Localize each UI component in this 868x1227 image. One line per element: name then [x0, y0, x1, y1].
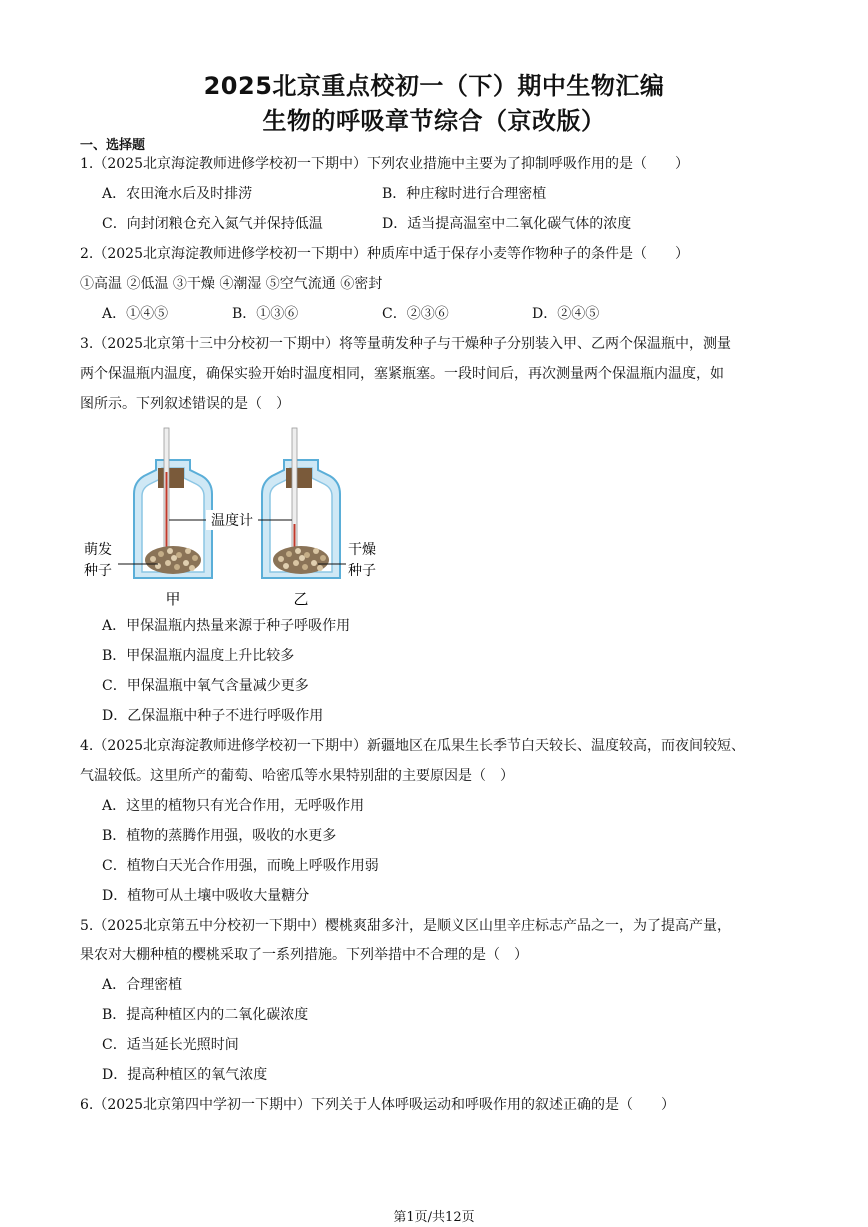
question-1-option-b: B．种庄稼时进行合理密植	[382, 186, 547, 202]
thermos-experiment-figure	[78, 424, 388, 614]
question-3-stem-line-3: 图所示。下列叙述错误的是（ ）	[80, 396, 290, 412]
question-3-option-d: D．乙保温瓶中种子不进行呼吸作用	[102, 708, 324, 724]
flask-yi-label: 乙	[293, 590, 309, 608]
question-2-option-b: B．①③⑥	[232, 306, 299, 322]
germinating-seeds-label-1: 萌发	[84, 542, 112, 558]
question-5-option-c: C．适当延长光照时间	[102, 1037, 239, 1053]
question-4-stem-line-1: 4.（2025北京海淀教师进修学校初一下期中）新疆地区在瓜果生长季节白天较长、温度较高，而夜间较短、	[80, 738, 745, 754]
question-2-stem: 2.（2025北京海淀教师进修学校初一下期中）种质库中适于保存小麦等作物种子的条件是（ ）	[80, 246, 689, 262]
question-3-option-c: C．甲保温瓶中氧气含量减少更多	[102, 678, 309, 694]
question-4-option-c: C．植物白天光合作用强，而晚上呼吸作用弱	[102, 858, 379, 874]
germinating-seeds-label-2: 种子	[84, 563, 112, 579]
question-4-stem-line-2: 气温较低。这里所产的葡萄、哈密瓜等水果特别甜的主要原因是（ ）	[80, 768, 514, 784]
document-title: 2025北京重点校初一（下）期中生物汇编	[203, 72, 665, 100]
thermos-jia	[134, 428, 212, 578]
question-5-option-a: A．合理密植	[102, 977, 183, 993]
question-4-option-a: A．这里的植物只有光合作用，无呼吸作用	[102, 798, 365, 814]
question-1-option-a: A．农田淹水后及时排涝	[102, 186, 253, 202]
question-3-stem-line-2: 两个保温瓶内温度，确保实验开始时温度相同，塞紧瓶塞。一段时间后，再次测量两个保温瓶内温度，如	[80, 366, 724, 382]
flask-jia-label: 甲	[165, 590, 181, 608]
thermometer-label: 温度计	[211, 513, 253, 529]
question-2-conditions: ①高温 ②低温 ③干燥 ④潮湿 ⑤空气流通 ⑥密封	[80, 276, 383, 292]
dry-seeds-label-1: 干燥	[348, 542, 376, 558]
question-5-option-b: B．提高种植区内的二氧化碳浓度	[102, 1007, 309, 1023]
germinating-seeds	[145, 546, 201, 574]
document-subtitle: 生物的呼吸章节综合（京改版）	[262, 107, 606, 135]
question-6-stem: 6.（2025北京第四中学初一下期中）下列关于人体呼吸运动和呼吸作用的叙述正确的是（ ）	[80, 1097, 675, 1113]
dry-seeds-label-2: 种子	[348, 563, 376, 579]
dry-seeds	[273, 546, 329, 574]
question-4-option-b: B．植物的蒸腾作用强，吸收的水更多	[102, 828, 337, 844]
question-4-option-d: D．植物可从土壤中吸收大量糖分	[102, 888, 310, 904]
question-3-option-b: B．甲保温瓶内温度上升比较多	[102, 648, 295, 664]
question-5-option-d: D．提高种植区的氧气浓度	[102, 1067, 268, 1083]
section-heading: 一、选择题	[80, 138, 146, 153]
question-1-option-c: C．向封闭粮仓充入氮气并保持低温	[102, 216, 323, 232]
question-3-option-a: A．甲保温瓶内热量来源于种子呼吸作用	[102, 618, 351, 634]
thermos-yi	[262, 428, 340, 578]
question-5-stem-line-2: 果农对大棚种植的樱桃采取了一系列措施。下列举措中不合理的是（ ）	[80, 947, 528, 963]
question-3-stem-line-1: 3.（2025北京第十三中分校初一下期中）将等量萌发种子与干燥种子分别装入甲、乙两个保温瓶中，测量	[80, 336, 731, 352]
question-2-option-d: D．②④⑤	[532, 306, 600, 322]
question-5-stem-line-1: 5.（2025北京第五中分校初一下期中）樱桃爽甜多汁，是顺义区山里辛庄标志产品之一，为了提高产量，	[80, 918, 731, 934]
question-1-stem: 1.（2025北京海淀教师进修学校初一下期中）下列农业措施中主要为了抑制呼吸作用的是（ ）	[80, 156, 689, 172]
question-2-option-c: C．②③⑥	[382, 306, 449, 322]
question-1-option-d: D．适当提高温室中二氧化碳气体的浓度	[382, 216, 632, 232]
question-2-option-a: A．①④⑤	[102, 306, 169, 322]
page-footer: 第1页/共12页	[393, 1210, 475, 1225]
